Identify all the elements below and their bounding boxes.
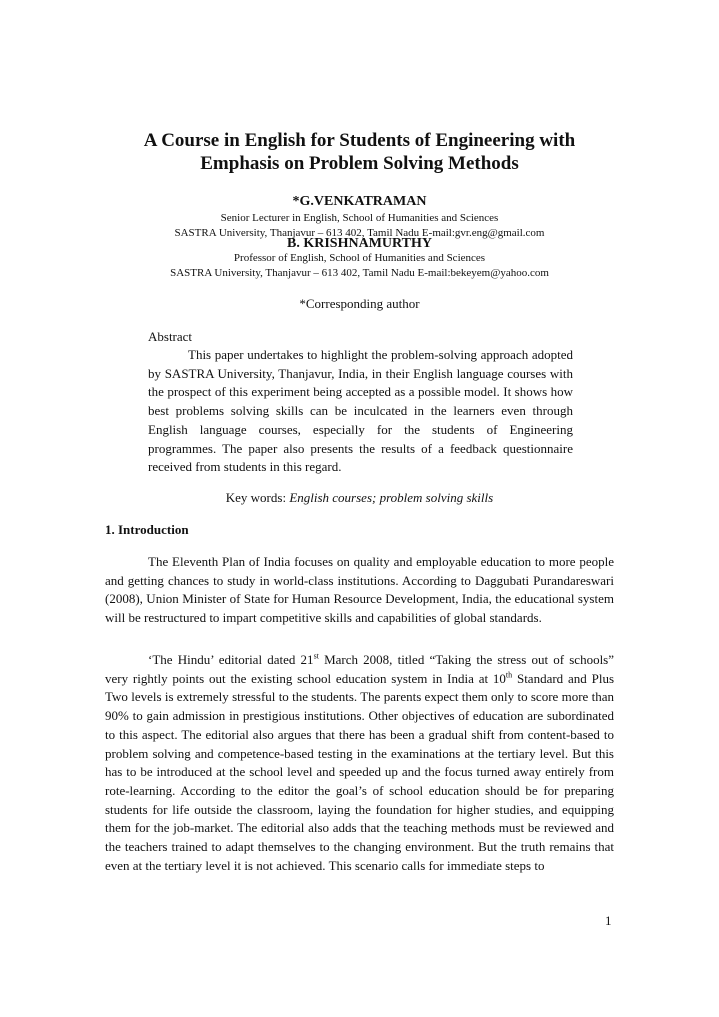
keywords-value: English courses; problem solving skills <box>289 490 494 505</box>
title-line-2: Emphasis on Problem Solving Methods <box>200 153 519 174</box>
keywords-label: Key words: <box>225 490 290 505</box>
intro-paragraph-1: The Eleventh Plan of India focuses on quality and employable education to more people and getting chances to study in world-class institutions. According to Daggubati Purandareswari (2008), Union Minister of State for Human Resource Development, India, the educational system will be restructured to impart competitive skills and capabilities of global standards. <box>105 554 614 626</box>
para2-part-a: ‘The Hindu’ editorial dated 21 <box>148 652 314 667</box>
abstract-heading: Abstract <box>148 329 193 344</box>
intro-paragraph-2 <box>105 651 614 875</box>
author1-name: *G.VENKATRAMAN <box>292 194 427 209</box>
abstract-body: This paper undertakes to highlight the problem-solving approach adopted by SASTRA University, Thanjavur, India, in their English language courses with the prospect of this experiment being accepted as a possible model. It shows how best problems solving skills can be inculcated in the learners even through English language courses, especially for the students of Engineering programmes. The paper also presents the results of a feedback questionnaire received from students in this regard. <box>148 347 573 475</box>
para2-superscript-th: th <box>505 670 513 680</box>
author2-affil-line1: Professor of English, School of Humanities and Sciences <box>233 252 486 264</box>
paper-title <box>0 129 719 175</box>
author2-name: B. KRISHNAMURTHY <box>287 236 432 251</box>
keywords <box>0 490 719 506</box>
para2-part-c: Standard and Plus Two levels is extremely stressful to the students. The parents expect them only to score more than 90% to gain admission in prestigious institutions. Other objectives of education are subordinated to this aspect. The editorial also argues that there has been a gradual shift from content-based to problem solving and competence-based testing in the examinations at the tertiary level. But this has to be introduced at the school level and speeded up and the focus turned away entirely from rote-learning. According to the editor the goal’s of school education should be for preparing students for life outside the classroom, laying the foundation for higher studies, and equipping them for the job-market. The editorial also adds that the teaching methods must be reviewed and the teachers trained to adapt themselves to the changing environment. But the truth remains that even at the tertiary level it is not achieved. This scenario calls for immediate steps to <box>105 670 614 873</box>
title-line-1: A Course in English for Students of Engineering with <box>143 130 576 151</box>
author2-affiliation <box>0 251 719 281</box>
author1-affil-line1: Senior Lecturer in English, School of Humanities and Sciences <box>220 212 499 224</box>
author2-affil-line2: SASTRA University, Thanjavur – 613 402, Tamil Nadu E-mail:bekeyem@yahoo.com <box>170 267 549 279</box>
para2-superscript-st: st <box>313 651 319 661</box>
para2-part-b: March 2008, titled “Taking the stress out of schools” very rightly points out the existing school education system in India at 10 <box>105 652 615 686</box>
section-heading-introduction: 1. Introduction <box>105 522 189 537</box>
page-number: 1 <box>605 913 612 928</box>
author1-affil-line2: SASTRA University, Thanjavur – 613 402, Tamil Nadu E-mail:gvr.eng@gmail.com <box>174 227 545 239</box>
corresponding-author-note: *Corresponding author <box>299 296 420 311</box>
